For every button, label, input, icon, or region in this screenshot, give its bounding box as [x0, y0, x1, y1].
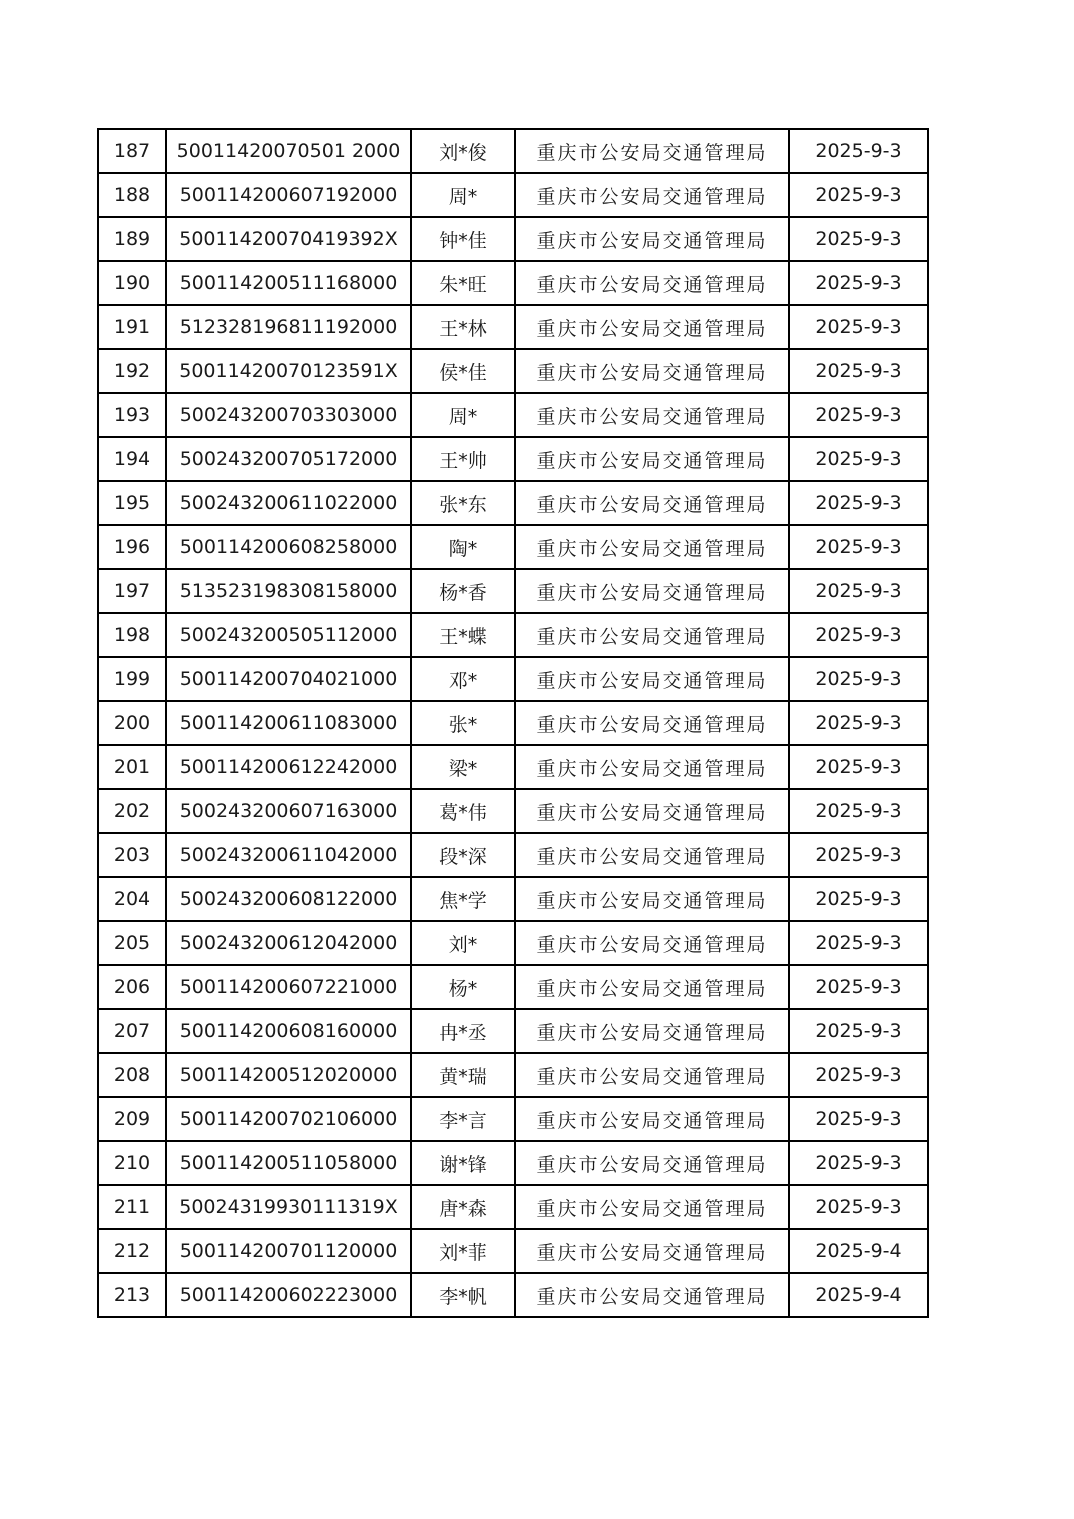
- date-cell: 2025-9-3: [789, 789, 928, 833]
- organization-cell: 重庆市公安局交通管理局: [515, 217, 789, 261]
- row-number-cell: 187: [98, 129, 166, 173]
- row-number-cell: 192: [98, 349, 166, 393]
- id-number-cell: 50011420070419392X: [166, 217, 411, 261]
- row-number-cell: 195: [98, 481, 166, 525]
- organization-cell: 重庆市公安局交通管理局: [515, 349, 789, 393]
- name-cell: 黄*瑞: [411, 1053, 515, 1097]
- name-cell: 杨*: [411, 965, 515, 1009]
- table-row: [98, 1141, 928, 1185]
- table-row: [98, 613, 928, 657]
- id-number-cell: 500243200611022000: [166, 481, 411, 525]
- name-cell: 焦*学: [411, 877, 515, 921]
- id-number-cell: 500114200702106000: [166, 1097, 411, 1141]
- records-body: [98, 129, 928, 1317]
- name-cell: 张*东: [411, 481, 515, 525]
- name-cell: 朱*旺: [411, 261, 515, 305]
- row-number-cell: 207: [98, 1009, 166, 1053]
- organization-cell: 重庆市公安局交通管理局: [515, 701, 789, 745]
- id-number-cell: 500114200608160000: [166, 1009, 411, 1053]
- name-cell: 周*: [411, 173, 515, 217]
- table-row: [98, 349, 928, 393]
- name-cell: 梁*: [411, 745, 515, 789]
- table-row: [98, 261, 928, 305]
- id-number-cell: 500114200511058000: [166, 1141, 411, 1185]
- row-number-cell: 205: [98, 921, 166, 965]
- date-cell: 2025-9-3: [789, 481, 928, 525]
- organization-cell: 重庆市公安局交通管理局: [515, 1009, 789, 1053]
- name-cell: 刘*: [411, 921, 515, 965]
- table-row: [98, 305, 928, 349]
- id-number-cell: 500114200608258000: [166, 525, 411, 569]
- name-cell: 王*蝶: [411, 613, 515, 657]
- id-number-cell: 500114200512020000: [166, 1053, 411, 1097]
- date-cell: 2025-9-3: [789, 921, 928, 965]
- organization-cell: 重庆市公安局交通管理局: [515, 1273, 789, 1317]
- row-number-cell: 188: [98, 173, 166, 217]
- row-number-cell: 189: [98, 217, 166, 261]
- organization-cell: 重庆市公安局交通管理局: [515, 437, 789, 481]
- date-cell: 2025-9-3: [789, 657, 928, 701]
- table-row: [98, 1097, 928, 1141]
- table-row: [98, 745, 928, 789]
- organization-cell: 重庆市公安局交通管理局: [515, 1053, 789, 1097]
- row-number-cell: 194: [98, 437, 166, 481]
- row-number-cell: 202: [98, 789, 166, 833]
- date-cell: 2025-9-3: [789, 1009, 928, 1053]
- name-cell: 杨*香: [411, 569, 515, 613]
- row-number-cell: 197: [98, 569, 166, 613]
- table-row: [98, 1273, 928, 1317]
- name-cell: 侯*佳: [411, 349, 515, 393]
- date-cell: 2025-9-3: [789, 965, 928, 1009]
- name-cell: 邓*: [411, 657, 515, 701]
- id-number-cell: 513523198308158000: [166, 569, 411, 613]
- id-number-cell: 500114200701120000: [166, 1229, 411, 1273]
- row-number-cell: 203: [98, 833, 166, 877]
- id-number-cell: 500243200612042000: [166, 921, 411, 965]
- table-row: [98, 437, 928, 481]
- id-number-cell: 500243200611042000: [166, 833, 411, 877]
- organization-cell: 重庆市公安局交通管理局: [515, 613, 789, 657]
- date-cell: 2025-9-3: [789, 833, 928, 877]
- table-row: [98, 525, 928, 569]
- row-number-cell: 196: [98, 525, 166, 569]
- date-cell: 2025-9-3: [789, 877, 928, 921]
- row-number-cell: 199: [98, 657, 166, 701]
- row-number-cell: 191: [98, 305, 166, 349]
- table-row: [98, 833, 928, 877]
- table-row: [98, 481, 928, 525]
- organization-cell: 重庆市公安局交通管理局: [515, 921, 789, 965]
- row-number-cell: 213: [98, 1273, 166, 1317]
- date-cell: 2025-9-3: [789, 745, 928, 789]
- row-number-cell: 200: [98, 701, 166, 745]
- organization-cell: 重庆市公安局交通管理局: [515, 789, 789, 833]
- organization-cell: 重庆市公安局交通管理局: [515, 129, 789, 173]
- date-cell: 2025-9-3: [789, 701, 928, 745]
- date-cell: 2025-9-4: [789, 1273, 928, 1317]
- organization-cell: 重庆市公安局交通管理局: [515, 1229, 789, 1273]
- name-cell: 钟*佳: [411, 217, 515, 261]
- organization-cell: 重庆市公安局交通管理局: [515, 173, 789, 217]
- id-number-cell: 500243200505112000: [166, 613, 411, 657]
- date-cell: 2025-9-3: [789, 525, 928, 569]
- organization-cell: 重庆市公安局交通管理局: [515, 393, 789, 437]
- row-number-cell: 198: [98, 613, 166, 657]
- organization-cell: 重庆市公安局交通管理局: [515, 261, 789, 305]
- id-number-cell: 500114200607192000: [166, 173, 411, 217]
- id-number-cell: 500243200703303000: [166, 393, 411, 437]
- organization-cell: 重庆市公安局交通管理局: [515, 1141, 789, 1185]
- records-table: [97, 128, 929, 1318]
- name-cell: 王*帅: [411, 437, 515, 481]
- id-number-cell: 50011420070123591X: [166, 349, 411, 393]
- table-row: [98, 1009, 928, 1053]
- date-cell: 2025-9-3: [789, 437, 928, 481]
- date-cell: 2025-9-3: [789, 1097, 928, 1141]
- table-row: [98, 657, 928, 701]
- id-number-cell: 500243200705172000: [166, 437, 411, 481]
- id-number-cell: 500114200511168000: [166, 261, 411, 305]
- table-row: [98, 393, 928, 437]
- row-number-cell: 209: [98, 1097, 166, 1141]
- date-cell: 2025-9-3: [789, 1141, 928, 1185]
- table-row: [98, 173, 928, 217]
- organization-cell: 重庆市公安局交通管理局: [515, 305, 789, 349]
- table-row: [98, 701, 928, 745]
- row-number-cell: 204: [98, 877, 166, 921]
- name-cell: 葛*伟: [411, 789, 515, 833]
- table-row: [98, 129, 928, 173]
- name-cell: 刘*菲: [411, 1229, 515, 1273]
- organization-cell: 重庆市公安局交通管理局: [515, 657, 789, 701]
- name-cell: 谢*锋: [411, 1141, 515, 1185]
- id-number-cell: 50011420070501 2000: [166, 129, 411, 173]
- date-cell: 2025-9-3: [789, 129, 928, 173]
- id-number-cell: 500243200607163000: [166, 789, 411, 833]
- organization-cell: 重庆市公安局交通管理局: [515, 525, 789, 569]
- table-row: [98, 965, 928, 1009]
- organization-cell: 重庆市公安局交通管理局: [515, 877, 789, 921]
- row-number-cell: 210: [98, 1141, 166, 1185]
- row-number-cell: 212: [98, 1229, 166, 1273]
- organization-cell: 重庆市公安局交通管理局: [515, 481, 789, 525]
- table-row: [98, 921, 928, 965]
- table-row: [98, 789, 928, 833]
- row-number-cell: 206: [98, 965, 166, 1009]
- name-cell: 张*: [411, 701, 515, 745]
- table-row: [98, 1185, 928, 1229]
- organization-cell: 重庆市公安局交通管理局: [515, 569, 789, 613]
- name-cell: 李*帆: [411, 1273, 515, 1317]
- organization-cell: 重庆市公安局交通管理局: [515, 1185, 789, 1229]
- date-cell: 2025-9-3: [789, 569, 928, 613]
- name-cell: 段*深: [411, 833, 515, 877]
- id-number-cell: 500114200611083000: [166, 701, 411, 745]
- id-number-cell: 500243200608122000: [166, 877, 411, 921]
- organization-cell: 重庆市公安局交通管理局: [515, 745, 789, 789]
- row-number-cell: 193: [98, 393, 166, 437]
- name-cell: 王*林: [411, 305, 515, 349]
- table-row: [98, 1229, 928, 1273]
- id-number-cell: 50024319930111319X: [166, 1185, 411, 1229]
- name-cell: 刘*俊: [411, 129, 515, 173]
- date-cell: 2025-9-3: [789, 217, 928, 261]
- table-row: [98, 1053, 928, 1097]
- id-number-cell: 500114200602223000: [166, 1273, 411, 1317]
- name-cell: 周*: [411, 393, 515, 437]
- organization-cell: 重庆市公安局交通管理局: [515, 1097, 789, 1141]
- table-row: [98, 877, 928, 921]
- date-cell: 2025-9-3: [789, 613, 928, 657]
- date-cell: 2025-9-3: [789, 305, 928, 349]
- name-cell: 唐*森: [411, 1185, 515, 1229]
- id-number-cell: 512328196811192000: [166, 305, 411, 349]
- name-cell: 陶*: [411, 525, 515, 569]
- id-number-cell: 500114200612242000: [166, 745, 411, 789]
- organization-cell: 重庆市公安局交通管理局: [515, 965, 789, 1009]
- date-cell: 2025-9-3: [789, 1185, 928, 1229]
- date-cell: 2025-9-3: [789, 349, 928, 393]
- row-number-cell: 211: [98, 1185, 166, 1229]
- id-number-cell: 500114200607221000: [166, 965, 411, 1009]
- date-cell: 2025-9-3: [789, 393, 928, 437]
- table-row: [98, 217, 928, 261]
- name-cell: 冉*丞: [411, 1009, 515, 1053]
- id-number-cell: 500114200704021000: [166, 657, 411, 701]
- table-row: [98, 569, 928, 613]
- organization-cell: 重庆市公安局交通管理局: [515, 833, 789, 877]
- name-cell: 李*言: [411, 1097, 515, 1141]
- date-cell: 2025-9-3: [789, 261, 928, 305]
- date-cell: 2025-9-3: [789, 173, 928, 217]
- date-cell: 2025-9-3: [789, 1053, 928, 1097]
- row-number-cell: 190: [98, 261, 166, 305]
- date-cell: 2025-9-4: [789, 1229, 928, 1273]
- row-number-cell: 208: [98, 1053, 166, 1097]
- row-number-cell: 201: [98, 745, 166, 789]
